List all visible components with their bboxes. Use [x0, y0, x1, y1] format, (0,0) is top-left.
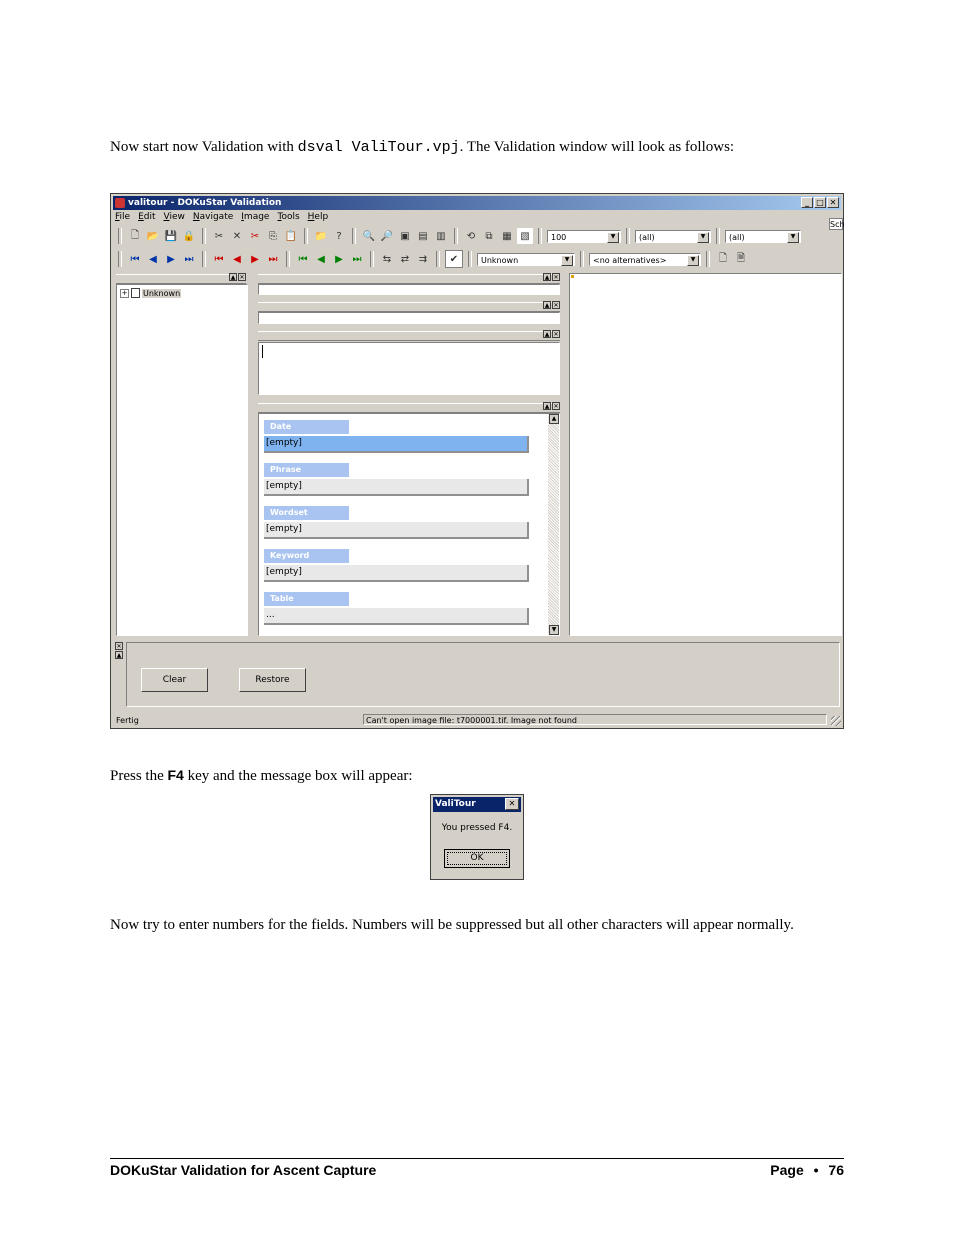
button-panel: [126, 642, 840, 707]
move-icon[interactable]: ⇉: [418, 253, 428, 265]
chevron-down-icon[interactable]: ▼: [787, 232, 799, 243]
highlight-icon[interactable]: ▧: [517, 228, 533, 244]
pane-close-icon[interactable]: ✕: [116, 643, 122, 650]
toolbar-separator: [468, 251, 472, 267]
zoom-combo[interactable]: [547, 230, 621, 243]
tree-node[interactable]: [120, 288, 181, 298]
last-error-icon[interactable]: ⏭: [268, 253, 278, 265]
text-pane[interactable]: [258, 342, 560, 395]
clear-button[interactable]: Clear: [141, 668, 208, 692]
footer-title: DOKuStar Validation for Ascent Capture: [110, 1162, 377, 1178]
field-value-phrase[interactable]: [empty]: [264, 479, 529, 496]
filter-combo-2[interactable]: [725, 230, 801, 243]
alternatives-value: <no alternatives>: [593, 255, 667, 265]
expand-icon[interactable]: +: [121, 288, 128, 297]
toolbar-separator: [580, 251, 584, 267]
field-value-table[interactable]: ...: [264, 608, 529, 625]
help-icon[interactable]: ?: [336, 230, 342, 242]
menu-image[interactable]: Image: [241, 212, 270, 222]
pane-close-icon[interactable]: ✕: [553, 302, 559, 309]
first-doc-icon[interactable]: ⏮: [130, 253, 140, 265]
toolbar-separator: [454, 228, 458, 244]
menu-edit[interactable]: Edit: [138, 212, 156, 222]
validation-window: [110, 193, 844, 729]
toolbar-separator: [626, 228, 630, 244]
fields-scrollbar[interactable]: [548, 414, 559, 635]
last-doc-icon[interactable]: ⏭: [184, 253, 194, 265]
lock-icon[interactable]: 🔒: [182, 230, 196, 242]
menu-navigate[interactable]: Navigate: [192, 212, 234, 222]
maximize-icon[interactable]: □: [814, 197, 826, 208]
intro-command: dsval ValiTour.vpj: [297, 139, 460, 156]
paste-icon[interactable]: 📋: [284, 230, 298, 242]
field-value-wordset[interactable]: [empty]: [264, 522, 529, 539]
new-icon[interactable]: 🗋: [130, 229, 140, 241]
tree-item-label[interactable]: Unknown: [143, 288, 181, 298]
layout-icon[interactable]: ⧉: [485, 230, 493, 242]
toolbar-separator: [202, 251, 206, 267]
pane-restore-icon[interactable]: ▲: [544, 302, 550, 309]
status-message: Can't open image file: t7000001.tif. Image not found: [363, 714, 827, 725]
page-icon[interactable]: 🗋: [718, 252, 728, 264]
bottom-pane-controls: [115, 642, 123, 662]
first-error-icon[interactable]: ⏮: [214, 253, 224, 265]
footer-bullet: •: [813, 1162, 819, 1178]
pane1-header: [258, 274, 560, 284]
image-pane[interactable]: [569, 273, 842, 636]
chevron-down-icon[interactable]: ▼: [607, 232, 619, 243]
pane-close-icon[interactable]: ✕: [553, 331, 559, 338]
close-icon[interactable]: ✕: [505, 798, 519, 810]
toolbar-grip: [118, 251, 122, 267]
pane-restore-icon[interactable]: ▲: [544, 403, 550, 410]
folder-icon[interactable]: 📁: [314, 230, 328, 242]
filter-1-value: (all): [639, 232, 655, 242]
copy-icon[interactable]: ⎘: [269, 230, 277, 242]
message-box-title: ValiTour: [435, 799, 476, 809]
menu-view[interactable]: View: [163, 212, 185, 222]
resize-grip-icon[interactable]: [831, 716, 841, 726]
clipped-side-label: Sch: [830, 220, 845, 229]
split-icon[interactable]: ⇆: [382, 253, 392, 265]
toolbar-navigation: [115, 249, 749, 269]
message-box: [430, 794, 524, 880]
chevron-down-icon[interactable]: ▼: [561, 255, 573, 266]
pane2-header: [258, 302, 560, 312]
prev-field-icon[interactable]: ◀: [317, 253, 325, 265]
document-icon: [131, 288, 140, 298]
next-doc-icon[interactable]: ▶: [167, 253, 175, 265]
press-text-after: key and the message box will appear:: [183, 768, 413, 784]
status-bar: [113, 714, 841, 726]
pane-restore-icon[interactable]: ▲: [116, 652, 122, 659]
pane-close-icon[interactable]: ✕: [553, 274, 559, 281]
menu-file[interactable]: File: [115, 212, 131, 222]
window-title: valitour - DOKuStar Validation: [128, 198, 282, 208]
next-error-icon[interactable]: ▶: [251, 253, 259, 265]
intro-text-after: . The Validation window will look as follows:: [459, 139, 735, 155]
press-key: F4: [167, 767, 184, 783]
press-text-before: Press the: [110, 768, 168, 784]
footer-rule: [110, 1158, 844, 1159]
minimize-icon[interactable]: _: [801, 197, 813, 208]
document-tree-pane[interactable]: [116, 284, 248, 636]
field-label-keyword: Keyword: [264, 549, 349, 563]
image-marker: [571, 275, 574, 278]
field-value-date[interactable]: [empty]: [264, 436, 529, 453]
footer-page-number: 76: [828, 1162, 844, 1178]
app-icon: [115, 198, 125, 208]
confirm-icon[interactable]: ✔: [445, 250, 463, 268]
fit-page-icon[interactable]: ▣: [400, 230, 410, 242]
outro-paragraph: Now try to enter numbers for the fields. Numbers will be suppressed but all other characters will appear normally.: [110, 917, 794, 933]
rotate-icon[interactable]: ⟲: [466, 230, 476, 242]
toolbar-separator: [286, 251, 290, 267]
message-box-text: You pressed F4.: [441, 823, 513, 833]
fit-height-icon[interactable]: ▥: [436, 230, 446, 242]
toolbar-main: [115, 226, 801, 246]
restore-button[interactable]: Restore: [239, 668, 306, 692]
pane-restore-icon[interactable]: ▲: [544, 274, 550, 281]
pane-restore-icon[interactable]: ▲: [544, 331, 550, 338]
toolbar-separator: [706, 251, 710, 267]
menubar: [115, 212, 328, 224]
prev-error-icon[interactable]: ◀: [233, 253, 241, 265]
toolbar-grip: [118, 228, 122, 244]
ok-button-label: OK: [447, 852, 507, 865]
field-label-phrase: Phrase: [264, 463, 349, 477]
toolbar-separator: [202, 228, 206, 244]
toolbar-separator: [538, 228, 542, 244]
view-icon[interactable]: ▦: [502, 230, 512, 242]
fields-pane-header: [258, 403, 560, 413]
field-label-wordset: Wordset: [264, 506, 349, 520]
prev-doc-icon[interactable]: ◀: [149, 253, 157, 265]
field-label-table: Table: [264, 592, 349, 606]
toolbar-separator: [436, 251, 440, 267]
menu-tools[interactable]: Tools: [277, 212, 300, 222]
field-value-keyword[interactable]: [empty]: [264, 565, 529, 582]
zoom-value: 100: [551, 232, 567, 242]
message-box-titlebar: [433, 797, 521, 812]
menu-help[interactable]: Help: [307, 212, 329, 222]
field-label-date: Date: [264, 420, 349, 434]
pane-restore-icon[interactable]: ▲: [230, 274, 236, 281]
pane-close-icon[interactable]: ✕: [553, 403, 559, 410]
intro-paragraph: [110, 138, 734, 157]
toolbar-separator: [304, 228, 308, 244]
fit-width-icon[interactable]: ▤: [418, 230, 428, 242]
doctype-value: Unknown: [481, 255, 519, 265]
delete-icon[interactable]: ✕: [232, 230, 242, 242]
merge-icon[interactable]: ⇄: [400, 253, 410, 265]
close-icon[interactable]: ✕: [827, 197, 839, 208]
fields-pane: [258, 413, 560, 636]
cut-icon[interactable]: ✂: [214, 230, 224, 242]
toolbar-separator: [370, 251, 374, 267]
window-titlebar: [113, 196, 841, 210]
chevron-down-icon[interactable]: ▼: [697, 232, 709, 243]
field-pane-1[interactable]: [258, 284, 560, 295]
ok-button[interactable]: [444, 849, 510, 868]
filter-2-value: (all): [729, 232, 745, 242]
toolbar-separator: [716, 228, 720, 244]
press-paragraph: [110, 766, 413, 785]
text-cursor: [262, 345, 263, 358]
alternatives-combo[interactable]: [589, 253, 701, 266]
last-field-icon[interactable]: ⏭: [352, 253, 362, 265]
tree-pane-header: [116, 274, 246, 284]
filter-combo-1[interactable]: [635, 230, 711, 243]
scroll-down-icon[interactable]: ▼: [549, 625, 559, 635]
status-ready: Fertig: [116, 716, 139, 725]
field-pane-2[interactable]: [258, 312, 560, 324]
zoom-out-icon[interactable]: 🔎: [380, 230, 394, 242]
save-icon[interactable]: 💾: [164, 230, 178, 242]
page-edit-icon[interactable]: 🗎: [736, 252, 746, 264]
next-field-icon[interactable]: ▶: [335, 253, 343, 265]
footer-page-label: Page: [770, 1162, 804, 1178]
zoom-in-icon[interactable]: 🔍: [362, 230, 376, 242]
first-field-icon[interactable]: ⏮: [298, 253, 308, 265]
cut-doc-icon[interactable]: ✂: [250, 230, 260, 242]
pane3-header: [258, 331, 560, 341]
toolbar-separator: [352, 228, 356, 244]
chevron-down-icon[interactable]: ▼: [687, 255, 699, 266]
scroll-up-icon[interactable]: ▲: [549, 414, 559, 424]
intro-text-before: Now start now Validation with: [110, 139, 298, 155]
open-icon[interactable]: 📂: [146, 230, 160, 242]
doctype-combo[interactable]: [477, 253, 575, 266]
footer-page: [770, 1162, 844, 1178]
pane-close-icon[interactable]: ✕: [239, 274, 245, 281]
